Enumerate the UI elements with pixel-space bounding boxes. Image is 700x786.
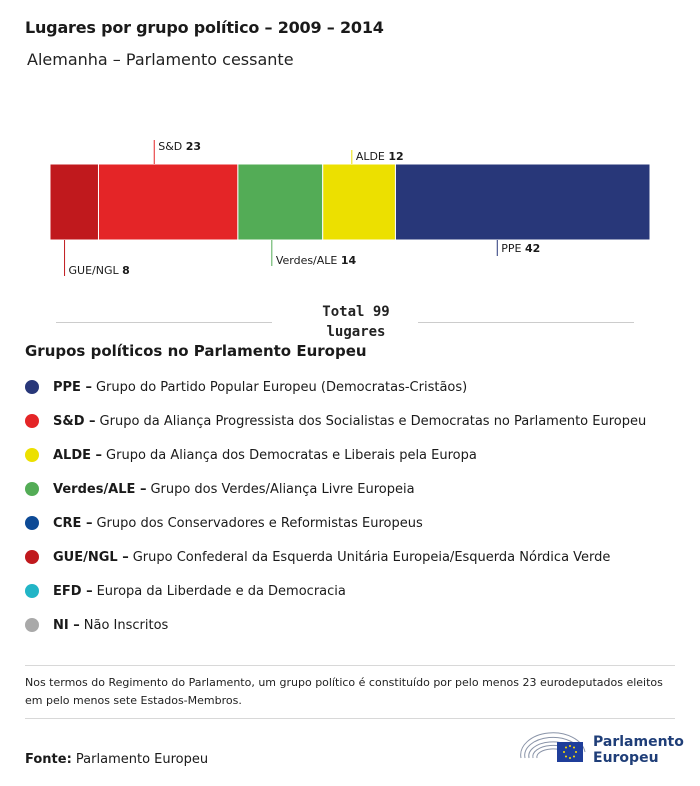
- bar-segment-gue-ngl: [50, 164, 98, 240]
- legend-title: Grupos políticos no Parlamento Europeu: [25, 342, 367, 360]
- chart-subtitle: Alemanha – Parlamento cessante: [27, 50, 294, 69]
- legend-abbr: Verdes/ALE –: [53, 481, 147, 497]
- legend-item: [25, 506, 685, 540]
- legend-swatch-icon: [25, 380, 39, 394]
- legend-item: [25, 404, 685, 438]
- footnote: Nos termos do Regimento do Parlamento, um grupo político é constituído por pelo menos 23 eurodeputados eleitos em pelo menos sete Estados-Membros.: [25, 676, 663, 707]
- legend-description: Europa da Liberdade e da Democracia: [96, 583, 346, 599]
- legend-item: [25, 574, 685, 608]
- legend-swatch-icon: [25, 448, 39, 462]
- bar-segment-alde: [323, 164, 396, 240]
- bar-segment-verdes-ale: [238, 164, 323, 240]
- divider-bottom: [25, 718, 675, 719]
- legend-description: Grupo dos Verdes/Aliança Livre Europeia: [150, 481, 415, 497]
- chart-title: Lugares por grupo político – 2009 – 2014: [25, 18, 384, 37]
- logo-line2: Europeu: [593, 750, 659, 766]
- source-label: Fonte:: [25, 752, 72, 767]
- data-label-s-d: S&D 23: [158, 140, 202, 153]
- legend-swatch-icon: [25, 584, 39, 598]
- divider-top: [25, 665, 675, 666]
- legend-swatch-icon: [25, 550, 39, 564]
- data-label-gue-ngl: GUE/NGL 8: [68, 264, 130, 277]
- legend-swatch-icon: [25, 482, 39, 496]
- legend-abbr: CRE –: [53, 515, 93, 531]
- legend-swatch-icon: [25, 516, 39, 530]
- bar-segment-ppe: [395, 164, 650, 240]
- total-line-left: [56, 322, 272, 323]
- legend-item: [25, 438, 685, 472]
- data-label-verdes-ale: Verdes/ALE 14: [275, 254, 357, 267]
- legend-abbr: ALDE –: [53, 447, 103, 463]
- parliament-hemicycle-icon: [519, 728, 589, 768]
- legend-abbr: S&D –: [53, 413, 96, 429]
- legend-abbr: PPE –: [53, 379, 92, 395]
- legend-swatch-icon: [25, 414, 39, 428]
- legend-abbr: GUE/NGL –: [53, 549, 129, 565]
- source-value: Parlamento Europeu: [75, 752, 209, 767]
- legend-swatch-icon: [25, 618, 39, 632]
- source: [25, 752, 208, 767]
- total-line-right: [418, 322, 634, 323]
- legend-description: Grupo do Partido Popular Europeu (Democratas-Cristãos): [95, 379, 468, 395]
- total-seats-label: Total 99 lugares: [322, 304, 390, 340]
- legend-item: [25, 472, 685, 506]
- legend-description: Grupo Confederal da Esquerda Unitária Europeia/Esquerda Nórdica Verde: [132, 549, 611, 565]
- logo-line1: Parlamento: [593, 734, 684, 750]
- legend: [25, 370, 685, 642]
- stacked-bar-chart: [0, 130, 700, 290]
- legend-abbr: NI –: [53, 617, 80, 633]
- total-divider: [56, 302, 634, 342]
- legend-description: Grupo da Aliança Progressista dos Socialistas e Democratas no Parlamento Europeu: [99, 413, 647, 429]
- legend-description: Não Inscritos: [83, 617, 169, 633]
- european-parliament-logo: [519, 728, 689, 768]
- legend-description: Grupo da Aliança dos Democratas e Liberais pela Europa: [106, 447, 477, 463]
- logo-text: [593, 734, 684, 766]
- data-label-alde: ALDE 12: [355, 150, 404, 163]
- legend-description: Grupo dos Conservadores e Reformistas Europeus: [96, 515, 423, 531]
- legend-abbr: EFD –: [53, 583, 93, 599]
- bar-segment-s-d: [98, 164, 237, 240]
- data-label-ppe: PPE 42: [501, 242, 541, 255]
- legend-item: [25, 608, 685, 642]
- legend-item: [25, 370, 685, 404]
- legend-item: [25, 540, 685, 574]
